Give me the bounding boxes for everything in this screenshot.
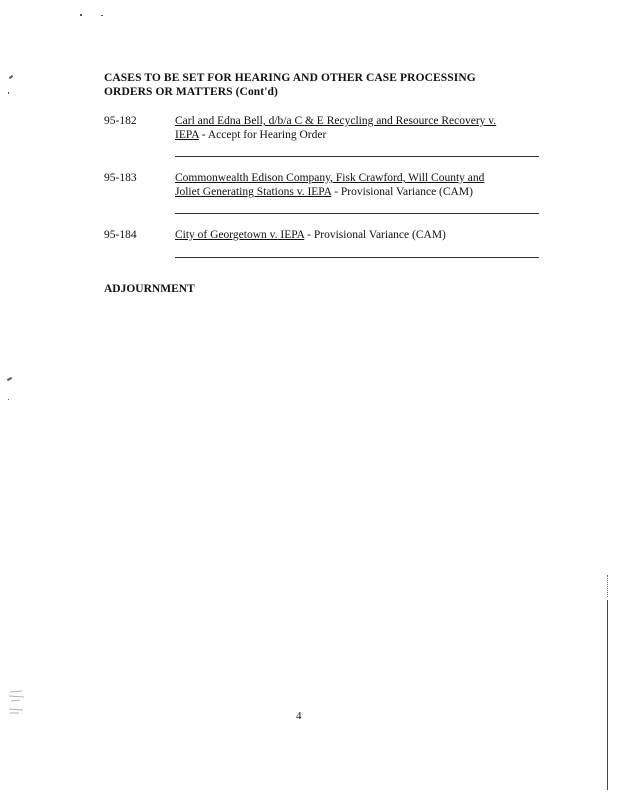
case-divider (175, 257, 539, 258)
case-parties-line2: Joliet Generating Stations v. IEPA (175, 186, 332, 198)
case-parties: City of Georgetown v. IEPA (175, 229, 305, 241)
scan-speck (8, 399, 9, 400)
scan-speck (8, 92, 9, 94)
case-action: - Provisional Variance (CAM) (331, 186, 473, 198)
case-description (175, 171, 545, 199)
scan-speck (80, 14, 82, 16)
adjournment-heading: ADJOURNMENT (104, 283, 195, 295)
section-heading-line2: ORDERS OR MATTERS (Cont'd) (104, 86, 278, 98)
case-number: 95-184 (104, 229, 137, 241)
case-parties: Carl and Edna Bell, d/b/a C & E Recycling and Resource Recovery v. (175, 115, 497, 127)
scan-speck (9, 75, 13, 79)
scan-speck (101, 15, 103, 16)
case-action: - Accept for Hearing Order (198, 129, 327, 141)
case-action: - Provisional Variance (CAM) (304, 229, 446, 241)
section-heading (104, 71, 544, 99)
scan-edge-line (607, 600, 608, 790)
case-respondent: IEPA (175, 129, 199, 141)
case-parties: Commonwealth Edison Company, Fisk Crawford, Will County and (175, 172, 485, 184)
case-number: 95-183 (104, 172, 137, 184)
page-number: 4 (296, 710, 302, 722)
section-heading-line1: CASES TO BE SET FOR HEARING AND OTHER CASE PROCESSING (104, 72, 476, 84)
scan-speck (7, 377, 12, 381)
case-description (175, 228, 545, 242)
case-divider (175, 213, 539, 214)
scan-edge-dots (607, 575, 609, 597)
case-description (175, 114, 545, 142)
case-number: 95-182 (104, 115, 137, 127)
scan-smudge (8, 688, 26, 716)
case-divider (175, 156, 539, 157)
